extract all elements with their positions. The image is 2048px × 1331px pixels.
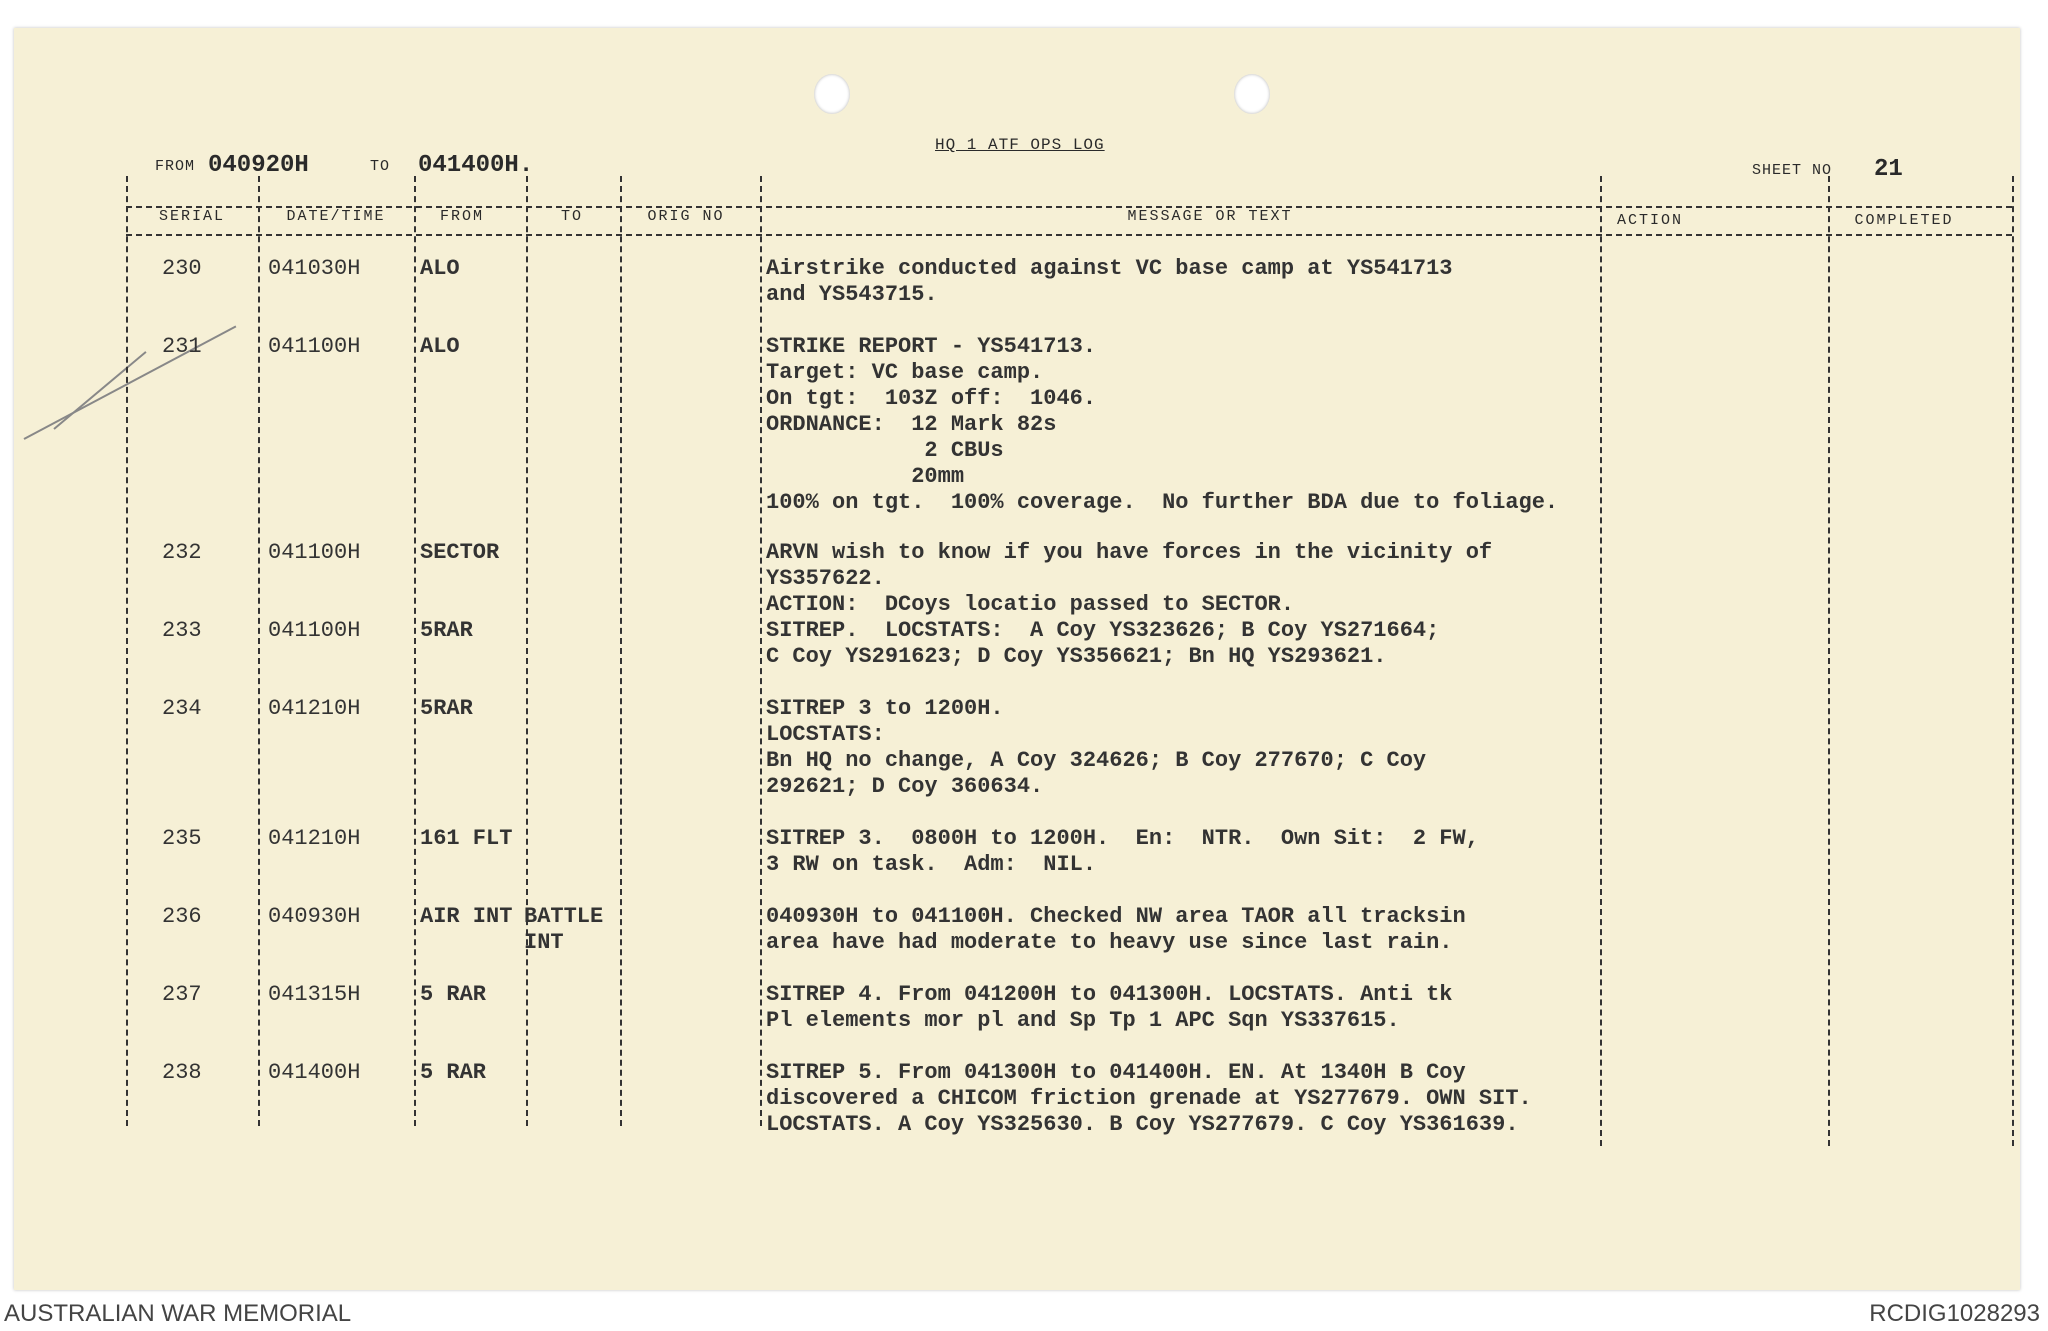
column-divider: [1600, 176, 1602, 1146]
column-header-from: FROM: [439, 208, 485, 225]
serial-cell: 235: [162, 826, 202, 851]
serial-cell: 233: [162, 618, 202, 643]
from-cell: ALO: [420, 334, 460, 359]
datetime-cell: 041210H: [268, 696, 361, 721]
serial-cell: 237: [162, 982, 202, 1007]
datetime-cell: 041100H: [268, 618, 361, 643]
column-divider: [760, 176, 762, 1126]
from-cell: 5 RAR: [420, 982, 487, 1007]
message-cell: Airstrike conducted against VC base camp at YS541713 and YS543715.: [766, 256, 1453, 307]
from-value: 040920H: [208, 152, 309, 179]
to-value: 041400H.: [418, 152, 534, 179]
message-cell: SITREP 3. 0800H to 1200H. En: NTR. Own Sit: 2 FW, 3 RW on task. Adm: NIL.: [766, 826, 1479, 877]
column-header-to: TO: [560, 208, 584, 225]
serial-cell: 238: [162, 1060, 202, 1085]
message-cell: ARVN wish to know if you have forces in the vicinity of YS357622. ACTION: DCoys locatio passed to SECTOR.: [766, 540, 1493, 617]
message-cell: STRIKE REPORT - YS541713. Target: VC base camp. On tgt: 103Z off: 1046. ORDNANCE: 12 Mark 82s 2 CBUs 20mm 100% on tgt. 100% coverage. No further BDA due to foliage.: [766, 334, 1559, 515]
serial-cell: 236: [162, 904, 202, 929]
column-header-date-time: DATE/TIME: [286, 208, 386, 225]
to-label: TO: [370, 158, 391, 175]
from-cell: AIR INT: [420, 904, 513, 929]
datetime-cell: 041030H: [268, 256, 361, 281]
datetime-cell: 040930H: [268, 904, 361, 929]
footer-left: AUSTRALIAN WAR MEMORIAL: [4, 1300, 352, 1327]
datetime-cell: 041100H: [268, 334, 361, 359]
sheet-label: SHEET NO: [1752, 162, 1833, 179]
column-header-completed: COMPLETED: [1854, 212, 1954, 229]
column-divider: [1828, 176, 1830, 1146]
table-top-rule: [126, 206, 2012, 208]
from-cell: SECTOR: [420, 540, 500, 565]
from-label: FROM: [155, 158, 196, 175]
column-header-orig-no: ORIG NO: [647, 208, 725, 225]
page-title: HQ 1 ATF OPS LOG: [935, 136, 1105, 154]
column-divider: [526, 176, 528, 1126]
from-cell: 161 FLT: [420, 826, 513, 851]
punch-hole-right: [1234, 74, 1270, 114]
message-cell: SITREP 5. From 041300H to 041400H. EN. At 1340H B Coy discovered a CHICOM friction grenade at YS277679. OWN SIT. LOCSTATS. A Coy YS325630. B Coy YS277679. C Coy YS361639.: [766, 1060, 1532, 1137]
serial-cell: 230: [162, 256, 202, 281]
serial-cell: 234: [162, 696, 202, 721]
column-divider: [414, 176, 416, 1126]
column-divider: [620, 176, 622, 1126]
footer-right: RCDIG1028293: [1869, 1300, 2040, 1327]
from-cell: 5RAR: [420, 618, 473, 643]
pen-mark: [24, 325, 237, 439]
table-header-rule: [126, 234, 2012, 236]
message-cell: SITREP 4. From 041200H to 041300H. LOCSTATS. Anti tk Pl elements mor pl and Sp Tp 1 APC Sqn YS337615.: [766, 982, 1453, 1033]
column-divider: [2012, 176, 2014, 1146]
column-divider: [258, 176, 260, 1126]
message-cell: 040930H to 041100H. Checked NW area TAOR all tracksin area have had moderate to heavy use since last rain.: [766, 904, 1466, 955]
serial-cell: 232: [162, 540, 202, 565]
datetime-cell: 041100H: [268, 540, 361, 565]
datetime-cell: 041210H: [268, 826, 361, 851]
to-cell: BATTLE INT: [524, 904, 604, 955]
from-cell: ALO: [420, 256, 460, 281]
serial-cell: 231: [162, 334, 202, 359]
sheet-value: 21: [1874, 156, 1903, 183]
column-header-action: ACTION: [1616, 212, 1684, 229]
datetime-cell: 041315H: [268, 982, 361, 1007]
datetime-cell: 041400H: [268, 1060, 361, 1085]
column-header-message-or-text: MESSAGE OR TEXT: [1127, 208, 1293, 225]
column-divider: [126, 176, 128, 1126]
pen-mark: [53, 351, 146, 430]
message-cell: SITREP 3 to 1200H. LOCSTATS: Bn HQ no change, A Coy 324626; B Coy 277670; C Coy 292621; D Coy 360634.: [766, 696, 1427, 799]
punch-hole-left: [814, 74, 850, 114]
from-cell: 5 RAR: [420, 1060, 487, 1085]
message-cell: SITREP. LOCSTATS: A Coy YS323626; B Coy YS271664; C Coy YS291623; D Coy YS356621; Bn HQ YS293621.: [766, 618, 1440, 669]
column-header-serial: SERIAL: [158, 208, 226, 225]
from-cell: 5RAR: [420, 696, 473, 721]
